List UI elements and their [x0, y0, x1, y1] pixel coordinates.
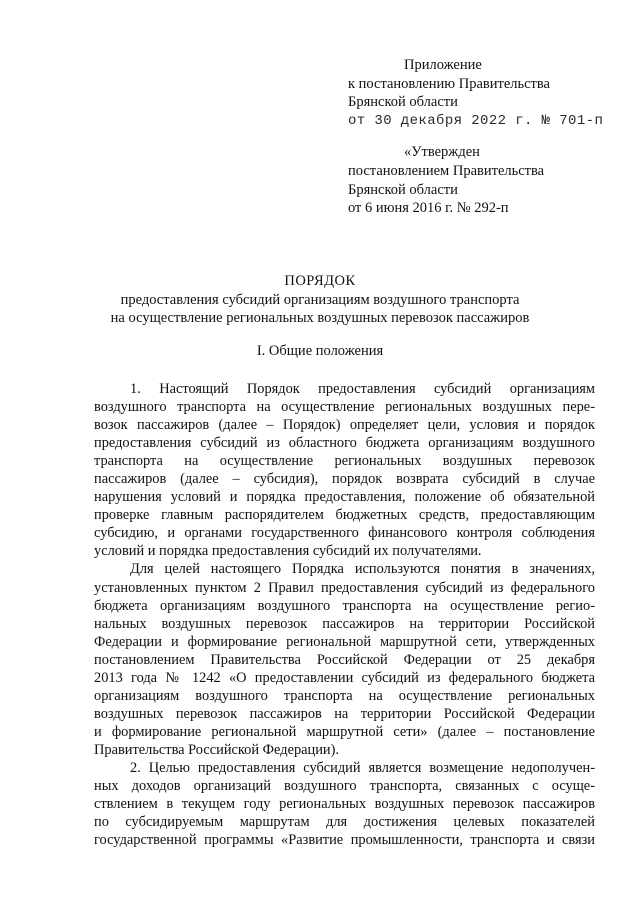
approved-line-2: постановлением Правительства: [348, 162, 545, 179]
appendix-title: Приложение: [404, 57, 482, 73]
body-line: установленных пунктом 2 Правил предоставления субсидий из федерального: [94, 579, 595, 596]
body-line: нарушения условий и порядка предоставления, положение об обязательной: [94, 489, 595, 506]
body-line: пассажиров (далее – субсидия), порядок возврата субсидий в случае: [94, 471, 595, 488]
body-line: государственной программы «Развитие промышленности, транспорта и связи: [94, 832, 595, 849]
body-line: 1. Настоящий Порядок предоставления субсидий организациям: [130, 381, 595, 397]
appendix-line-2: к постановлению Правительства: [348, 75, 550, 92]
body-line: постановлением Правительства Российской Федерации от 25 декабря: [94, 651, 595, 668]
body-line: 2013 года № 1242 «О предоставлении субсидий из федерального бюджета: [94, 669, 595, 686]
approved-date-line: от 6 июня 2016 г. № 292-п: [348, 200, 509, 217]
document-body: [94, 380, 595, 849]
body-line: организациям воздушного транспорта на осуществление региональных: [94, 687, 595, 704]
section-heading: I. Общие положения: [256, 343, 384, 359]
body-line: ствлением в текущем году региональных воздушных перевозок пассажиров: [94, 796, 595, 813]
approved-block: [348, 143, 544, 218]
body-line: предоставления субсидий из областного бюджета организациям воздушного: [94, 435, 595, 452]
body-line: субсидию, и органами государственного финансового контроля соблюдения: [94, 525, 595, 542]
appendix-date-line: от 30 декабря 2022 г. № 701-п: [348, 112, 604, 129]
body-line: проверке главным распорядителем бюджетных средств, предоставляющим: [94, 507, 595, 524]
body-line: бюджета организациям воздушного транспорта на осуществление регио-: [94, 597, 595, 614]
appendix-line-3: Брянской области: [348, 94, 458, 110]
document-subtitle-1: предоставления субсидий организациям воздушного транспорта: [120, 291, 520, 308]
approved-title: «Утвержден: [404, 144, 480, 160]
body-line: условий и порядка предоставления субсидий их получателями.: [94, 543, 482, 560]
body-line: по субсидируемым маршрутам для достижения целевых показателей: [94, 814, 595, 831]
document-title: [0, 272, 640, 328]
body-line: Федерации и формирование региональной маршрутной сети, утвержденных: [94, 633, 595, 650]
approved-line-3: Брянской области: [348, 181, 458, 198]
body-line: воздушного транспорта на осуществление региональных воздушных пере-: [94, 399, 595, 416]
body-line: и формирование региональной маршрутной сети» (далее – постановление: [94, 723, 595, 740]
body-line: воздушных перевозок пассажиров на территории Российской Федерации: [94, 705, 595, 722]
body-line: транспорта на осуществление региональных воздушных перевозок: [94, 453, 595, 470]
body-line: нальных воздушных перевозок пассажиров на территории Российской: [94, 615, 595, 632]
appendix-block: [348, 56, 603, 130]
body-line: возок пассажиров (далее – Порядок) определяет цели, условия и порядок: [94, 417, 595, 434]
document-heading: ПОРЯДОК: [284, 273, 356, 289]
body-line: 2. Целью предоставления субсидий является возмещение недополучен-: [130, 759, 595, 776]
body-line: ных доходов организаций воздушного транспорта, связанных с осуще-: [94, 778, 595, 795]
document-subtitle-2: на осуществление региональных воздушных перевозок пассажиров: [110, 310, 530, 326]
body-line: Для целей настоящего Порядка используются понятия в значениях,: [130, 561, 595, 578]
body-line: Правительства Российской Федерации).: [94, 741, 340, 758]
